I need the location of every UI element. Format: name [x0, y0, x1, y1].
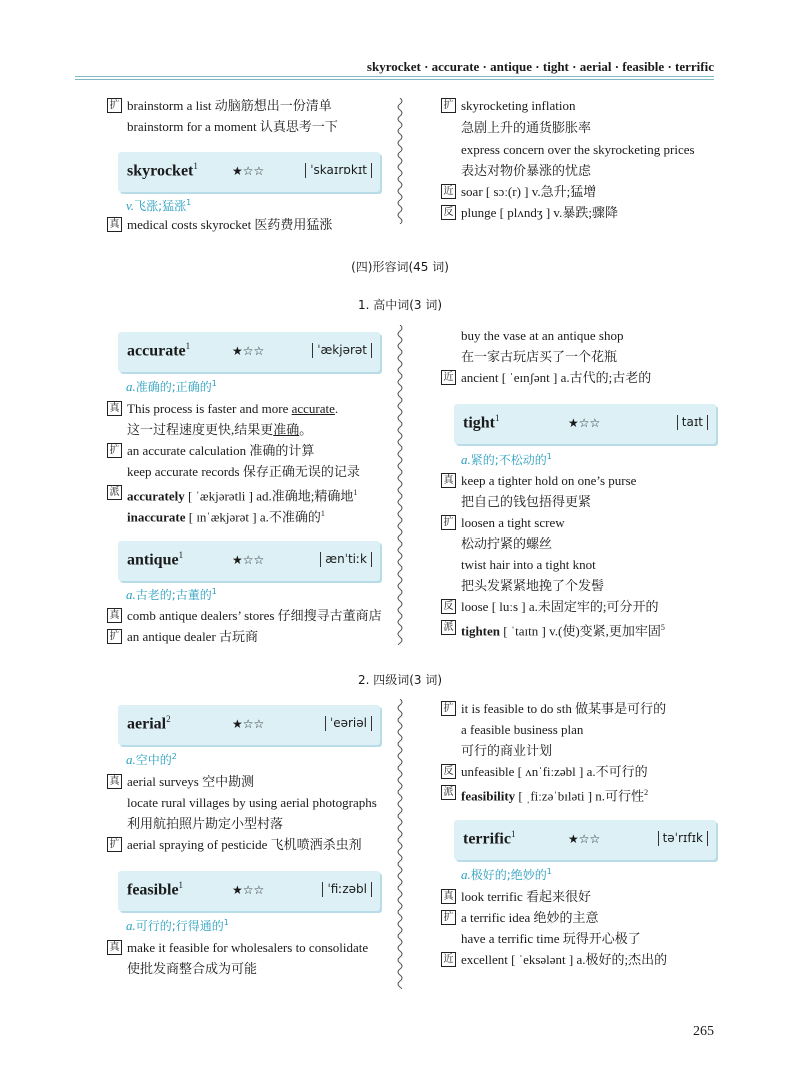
entry-line: loose [ luːs ] a.未固定牢的;可分开的	[461, 599, 659, 614]
marker-real: 真	[107, 940, 122, 955]
definition: a.空中的$^2$	[126, 752, 177, 767]
entry-line: plunge [ plʌndʒ ] v.暴跌;骤降	[461, 205, 618, 220]
marker-ext: 扩	[107, 443, 122, 458]
star-rating: ★☆☆	[232, 883, 265, 897]
entry-line: express concern over the skyrocketing prices	[461, 142, 695, 157]
headword: feasible$^1$	[127, 880, 184, 899]
definition: a.古老的;古董的$^1$	[126, 587, 217, 602]
entry-line: 把头发紧紧地挽了个发髻	[461, 578, 605, 593]
word-card-tight	[454, 404, 716, 444]
entry-line: a feasible business plan	[461, 722, 584, 737]
entry-line: medical costs skyrocket 医药费用猛涨	[127, 217, 333, 232]
marker-ext: 扩	[441, 910, 456, 925]
headword: aerial$^2$	[127, 714, 171, 733]
entry-line: 急剧上升的通货膨胀率	[461, 120, 592, 135]
header-title: skyrocket · accurate · antique · tight · aerial · feasible · terrific	[366, 59, 714, 74]
entry-line: have a terrific time 玩得开心极了	[461, 931, 641, 946]
star-rating: ★☆☆	[232, 164, 265, 178]
phonetic: ˈfiːzəbl	[322, 882, 372, 897]
headword: skyrocket$^1$	[127, 161, 198, 180]
entry-line: tighten [ ˈtaɪtn ] v.(使)变紧,更加牢固$^5$	[461, 623, 665, 639]
entry-line: comb antique dealers’ stores 仔细搜寻古董商店	[127, 608, 382, 623]
phonetic: taɪt	[677, 415, 708, 430]
phonetic: ˈeəriəl	[325, 716, 372, 731]
entry-line: 在一家古玩店买了一个花瓶	[461, 349, 618, 364]
entry-line: accurately [ ˈækjərətli ] ad.准确地;精确地$^1$	[127, 488, 358, 504]
column-divider	[396, 325, 404, 645]
marker-ext: 扩	[107, 629, 122, 644]
entry-line: unfeasible [ ʌnˈfiːzəbl ] a.不可行的	[461, 764, 648, 779]
entry-line: locate rural villages by using aerial photographs	[127, 795, 377, 810]
entry-line: twist hair into a tight knot	[461, 557, 596, 572]
entry-line: make it feasible for wholesalers to consolidate	[127, 940, 369, 955]
headword: accurate$^1$	[127, 341, 191, 360]
entry-line: skyrocketing inflation	[461, 98, 576, 113]
entry-line: an accurate calculation 准确的计算	[127, 443, 315, 458]
column-divider	[396, 699, 404, 989]
entry-line: an antique dealer 古玩商	[127, 629, 259, 644]
entry-line: excellent [ ˈeksələnt ] a.极好的;杰出的	[461, 952, 668, 967]
column-divider	[396, 98, 404, 224]
marker-real: 真	[441, 473, 456, 488]
entry-line: 使批发商整合成为可能	[127, 961, 258, 976]
marker-ext: 扩	[107, 98, 122, 113]
phonetic: təˈrɪfɪk	[658, 831, 708, 846]
entry-line: brainstorm a list 动脑筋想出一份清单	[127, 98, 332, 113]
marker-syn: 近	[441, 184, 456, 199]
phonetic: ænˈtiːk	[320, 552, 372, 567]
entry-line: ancient [ ˈeɪnʃənt ] a.古代的;古老的	[461, 370, 652, 385]
marker-ant: 反	[441, 764, 456, 779]
marker-ext: 扩	[107, 837, 122, 852]
entry-line: 表达对物价暴涨的忧虑	[461, 163, 592, 178]
word-card-accurate	[118, 332, 380, 372]
page-number: 265	[693, 1024, 714, 1039]
subsection-heading: 1. 高中词(3 词)	[357, 298, 443, 312]
marker-real: 真	[107, 217, 122, 232]
marker-real: 真	[107, 401, 122, 416]
page-header	[0, 0, 800, 80]
subsection-heading: 2. 四级词(3 词)	[357, 673, 443, 687]
definition: a.极好的;绝妙的$^1$	[461, 867, 552, 882]
section-heading: (四)形容词(45 词)	[351, 260, 449, 274]
entry-line: This process is faster and more accurate.	[127, 401, 339, 416]
header-rule-2	[75, 79, 714, 80]
marker-real: 真	[107, 608, 122, 623]
word-card-terrific	[454, 820, 716, 860]
entry-line: aerial surveys 空中勘测	[127, 774, 255, 789]
marker-ext: 扩	[441, 515, 456, 530]
entry-line: 把自己的钱包捂得更紧	[461, 494, 592, 509]
entry-line: 利用航拍照片勘定小型村落	[127, 816, 284, 831]
word-card-aerial	[118, 705, 380, 745]
headword: antique$^1$	[127, 550, 184, 569]
star-rating: ★☆☆	[232, 553, 265, 567]
definition: a.可行的;行得通的$^1$	[126, 918, 229, 933]
star-rating: ★☆☆	[568, 832, 601, 846]
definition: v.飞涨;猛涨$^1$	[126, 198, 192, 213]
entry-line: soar [ sɔː(r) ] v.急升;猛增	[461, 184, 597, 199]
entry-line: keep a tighter hold on one’s purse	[461, 473, 637, 488]
marker-der: 派	[441, 785, 456, 800]
entry-line: look terrific 看起来很好	[461, 889, 591, 904]
marker-real: 真	[107, 774, 122, 789]
entry-line: it is feasible to do sth 做某事是可行的	[461, 701, 667, 716]
marker-ext: 扩	[441, 701, 456, 716]
marker-der: 派	[441, 620, 456, 635]
marker-syn: 近	[441, 370, 456, 385]
entry-line: aerial spraying of pesticide 飞机喷洒杀虫剂	[127, 837, 362, 852]
entry-line: feasibility [ ˌfiːzəˈbɪləti ] n.可行性$^2$	[461, 788, 649, 804]
definition: a.准确的;正确的$^1$	[126, 379, 217, 394]
entry-line: inaccurate [ ɪnˈækjərət ] a.不准确的$^1$	[127, 509, 325, 525]
word-card-feasible	[118, 871, 380, 911]
marker-syn: 近	[441, 952, 456, 967]
entry-line: keep accurate records 保存正确无误的记录	[127, 464, 360, 479]
entry-line: 这一过程速度更快,结果更准确。	[127, 422, 313, 437]
word-card-antique	[118, 541, 380, 581]
phonetic: ˈækjərət	[312, 343, 372, 358]
entry-line: loosen a tight screw	[461, 515, 565, 530]
star-rating: ★☆☆	[232, 717, 265, 731]
marker-ant: 反	[441, 205, 456, 220]
header-rule	[75, 76, 714, 77]
headword: tight$^1$	[463, 413, 500, 432]
marker-ext: 扩	[441, 98, 456, 113]
star-rating: ★☆☆	[568, 416, 601, 430]
marker-real: 真	[441, 889, 456, 904]
entry-line: 松动拧紧的螺丝	[461, 536, 553, 551]
definition: a.紧的;不松动的$^1$	[461, 452, 552, 467]
entry-line: brainstorm for a moment 认真思考一下	[127, 119, 338, 134]
entry-line: a terrific idea 绝妙的主意	[461, 910, 599, 925]
word-card-skyrocket	[118, 152, 380, 192]
headword: terrific$^1$	[463, 829, 516, 848]
entry-line: 可行的商业计划	[461, 743, 553, 758]
marker-ant: 反	[441, 599, 456, 614]
star-rating: ★☆☆	[232, 344, 265, 358]
phonetic: ˈskaɪrɒkɪt	[305, 163, 372, 178]
entry-line: buy the vase at an antique shop	[461, 328, 624, 343]
marker-der: 派	[107, 485, 122, 500]
